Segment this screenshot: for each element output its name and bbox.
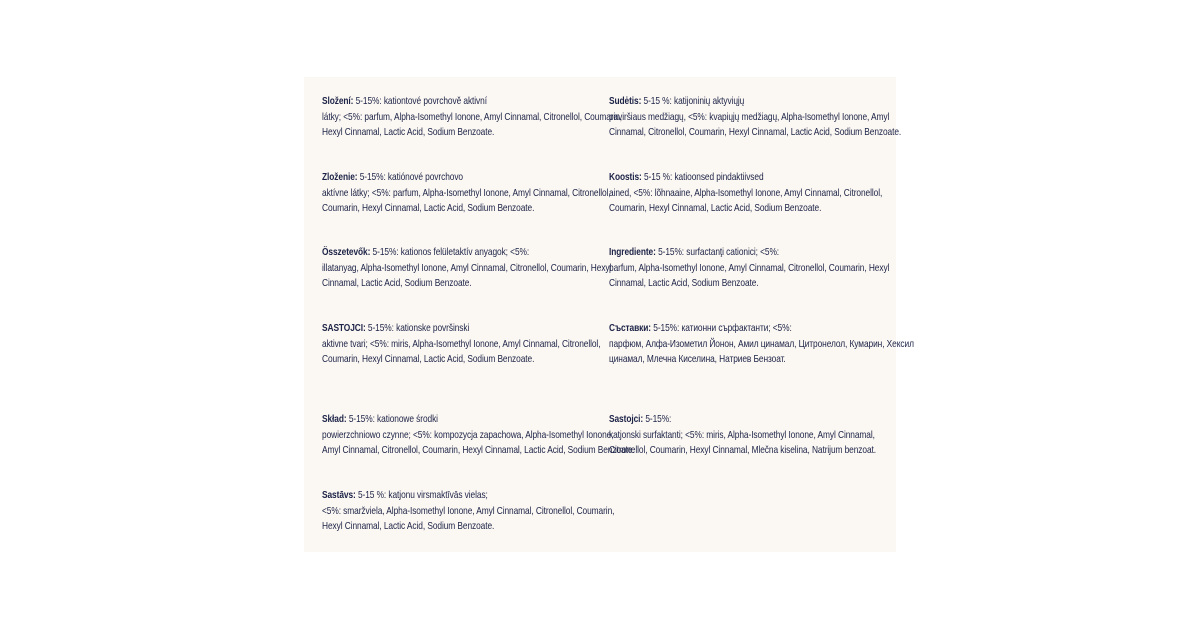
language-heading: Koostis:	[609, 172, 642, 183]
ingredient-text: Coumarin, Hexyl Cinnamal, Lactic Acid, Sodium Benzoate.	[609, 203, 822, 214]
text-line	[609, 412, 876, 428]
ingredients-block-serbian	[609, 412, 876, 459]
text-line	[322, 321, 600, 337]
language-heading: Ingrediente:	[609, 247, 656, 258]
ingredient-text: katjonski surfaktanti; <5%: miris, Alpha-Isomethyl Ionone, Amyl Cinnamal,	[609, 429, 875, 441]
text-line	[609, 321, 914, 337]
ingredients-block-bulgarian	[609, 321, 914, 368]
ingredient-text: <5%: smaržviela, Alpha-Isomethyl Ionone, Amyl Cinnamal, Citronellol, Coumarin,	[322, 505, 615, 517]
ingredient-text: Amyl Cinnamal, Citronellol, Coumarin, Hexyl Cinnamal, Lactic Acid, Sodium Benzoate.	[322, 445, 635, 456]
ingredients-block-estonian	[609, 170, 882, 217]
language-heading: Složení:	[322, 96, 354, 107]
language-heading: Sastāvs:	[322, 490, 356, 501]
ingredient-text: ained, <5%: lõhnaaine, Alpha-Isomethyl Ionone, Amyl Cinnamal, Citronellol,	[609, 187, 883, 199]
ingredient-text: paviršiaus medžiagų, <5%: kvapiųjų medžiagų, Alpha-Isomethyl Ionone, Amyl	[609, 111, 890, 123]
language-heading: Sastojci:	[609, 414, 644, 425]
ingredients-block-slovak	[322, 170, 611, 217]
ingredient-text: 5-15%: surfactanţi cationici; <5%:	[655, 247, 780, 258]
ingredients-label-panel	[304, 77, 914, 552]
ingredient-text: 5-15%:	[643, 414, 672, 425]
language-heading: SASTOJCI:	[322, 323, 366, 334]
text-line	[609, 94, 901, 110]
language-heading: Sudėtis:	[609, 96, 642, 107]
ingredient-text: Citronellol, Coumarin, Hexyl Cinnamal, Mlečna kiselina, Natrijum benzoat.	[609, 445, 877, 456]
ingredient-text: látky; <5%: parfum, Alpha-Isomethyl Ionone, Amyl Cinnamal, Citronellol, Coumarin,	[322, 111, 623, 123]
language-heading: Zloženie:	[322, 172, 358, 183]
language-heading: Skład:	[322, 414, 347, 425]
ingredient-text: парфюм, Алфа-Изометил Йонон, Амил цинамал, Цитронелол, Кумарин, Хексил	[609, 338, 914, 350]
language-heading: Съставки:	[609, 323, 652, 334]
text-line	[322, 412, 635, 428]
ingredients-block-polish	[322, 412, 635, 459]
ingredient-text: 5-15%: katiónové povrchovo	[357, 172, 463, 183]
ingredients-block-czech	[322, 94, 622, 141]
text-line	[322, 94, 622, 110]
ingredient-text: 5-15 %: katioonsed pindaktiivsed	[641, 172, 764, 183]
ingredient-text: Coumarin, Hexyl Cinnamal, Lactic Acid, Sodium Benzoate.	[322, 203, 535, 214]
ingredient-text: 5-15%: kationos felületaktív anyagok; <5%:	[370, 247, 530, 258]
ingredient-text: 5-15%: kationtové povrchově aktivní	[353, 96, 487, 107]
ingredient-text: 5-15%: катионни сърфактанти; <5%:	[651, 323, 792, 334]
ingredient-text: Cinnamal, Citronellol, Coumarin, Hexyl Cinnamal, Lactic Acid, Sodium Benzoate.	[609, 127, 902, 138]
ingredient-text: illatanyag, Alpha-Isomethyl Ionone, Amyl Cinnamal, Citronellol, Coumarin, Hexyl	[322, 262, 612, 274]
text-line	[322, 488, 614, 504]
ingredients-block-latvian	[322, 488, 614, 535]
language-heading: Összetevők:	[322, 247, 371, 258]
ingredient-text: 5-15%: kationowe środki	[346, 414, 438, 425]
ingredients-block-hungarian	[322, 245, 611, 292]
ingredient-text: Cinnamal, Lactic Acid, Sodium Benzoate.	[322, 278, 472, 289]
ingredients-block-croatian	[322, 321, 600, 368]
ingredient-text: Cinnamal, Lactic Acid, Sodium Benzoate.	[609, 278, 759, 289]
ingredient-text: цинамал, Млечна Киселина, Натриев Бензоат.	[609, 354, 786, 365]
ingredient-text: aktivne tvari; <5%: miris, Alpha-Isomethyl Ionone, Amyl Cinnamal, Citronellol,	[322, 338, 601, 350]
ingredient-text: 5-15 %: katjonu virsmaktīvās vielas;	[355, 490, 488, 501]
ingredient-text: Coumarin, Hexyl Cinnamal, Lactic Acid, Sodium Benzoate.	[322, 354, 535, 365]
ingredients-block-romanian	[609, 245, 889, 292]
ingredient-text: parfum, Alpha-Isomethyl Ionone, Amyl Cinnamal, Citronellol, Coumarin, Hexyl	[609, 262, 890, 274]
ingredients-block-lithuanian	[609, 94, 901, 141]
text-line	[609, 245, 889, 261]
ingredient-text: Hexyl Cinnamal, Lactic Acid, Sodium Benzoate.	[322, 127, 495, 138]
text-line	[322, 245, 611, 261]
ingredient-text: powierzchniowo czynne; <5%: kompozycja zapachowa, Alpha-Isomethyl Ionone,	[322, 429, 614, 441]
text-line	[322, 170, 611, 186]
ingredient-text: 5-15 %: katijoninių aktyviųjų	[641, 96, 745, 107]
ingredient-text: Hexyl Cinnamal, Lactic Acid, Sodium Benzoate.	[322, 521, 495, 532]
text-line	[609, 170, 882, 186]
ingredient-text: 5-15%: kationske površinski	[365, 323, 470, 334]
ingredient-text: aktívne látky; <5%: parfum, Alpha-Isomethyl Ionone, Amyl Cinnamal, Citronellol,	[322, 187, 611, 199]
